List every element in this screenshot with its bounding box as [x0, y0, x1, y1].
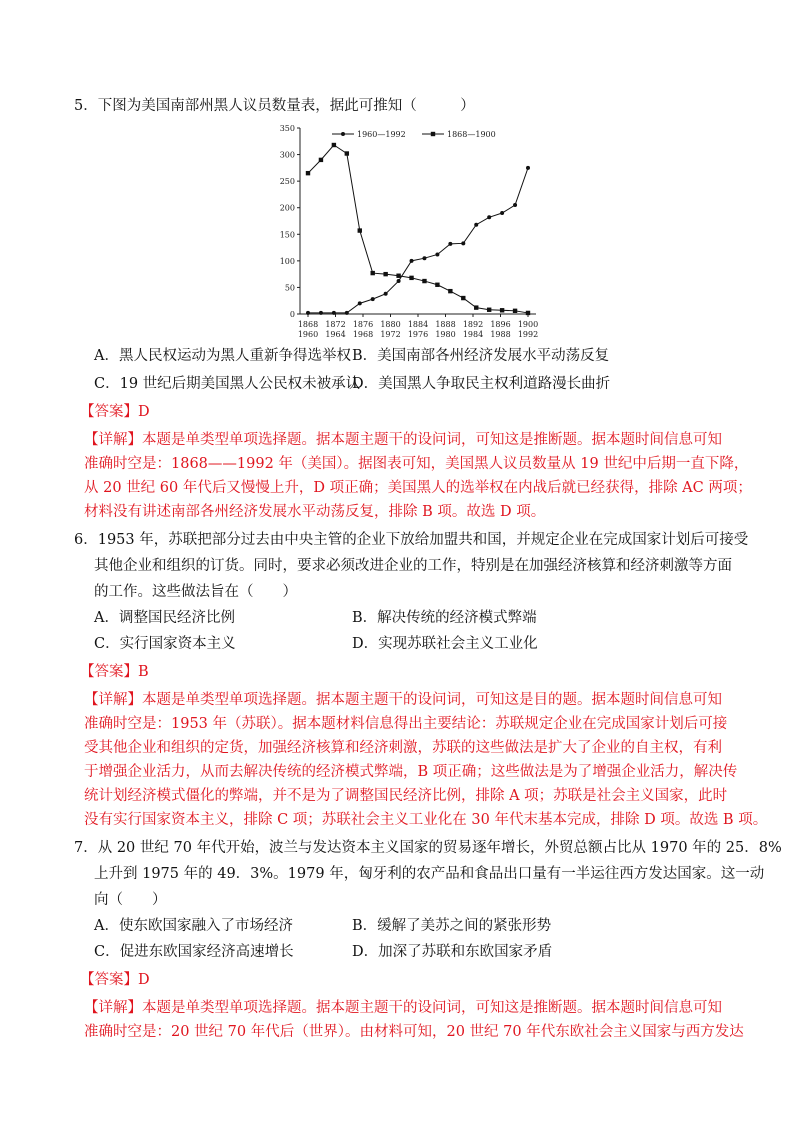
legend-marker-circle: [341, 132, 345, 136]
data-point-circle: [461, 241, 465, 245]
data-point-square: [345, 151, 349, 155]
q7-option-a[interactable]: A．使东欧国家融入了市场经济: [94, 918, 293, 934]
data-point-circle: [306, 311, 310, 315]
legend-marker-square: [431, 132, 435, 136]
legend-label: 1868—1900: [447, 130, 496, 139]
data-point-circle: [435, 252, 439, 256]
data-point-circle: [345, 311, 349, 315]
x-tick-label-bottom: 1988: [490, 330, 511, 339]
y-tick-label: 0: [289, 310, 295, 319]
q7-option-c[interactable]: C．促进东欧国家经济高速增长: [94, 944, 294, 960]
data-point-circle: [384, 292, 388, 296]
x-tick-label-bottom: 1960: [297, 330, 319, 339]
x-tick-label-top: 1872: [325, 320, 346, 329]
q5-stem: 5．下图为美国南部州黑人议员数量表，据此可推知（ ）: [74, 98, 475, 114]
x-tick-label-bottom: 1972: [380, 330, 401, 339]
x-tick-label-bottom: 1964: [325, 330, 346, 339]
x-tick-label-top: 1888: [435, 320, 456, 329]
data-point-square: [371, 271, 375, 275]
y-tick-label: 250: [279, 177, 295, 187]
y-tick-label: 300: [279, 150, 295, 160]
x-tick-label-top: 1880: [380, 320, 401, 329]
q6-answer: 【答案】B: [80, 664, 149, 680]
data-point-circle: [358, 301, 362, 305]
q5-answer: 【答案】D: [80, 404, 150, 420]
x-tick-label-top: 1896: [490, 320, 511, 329]
data-point-square: [396, 274, 400, 278]
q6-detail-line: 受其他企业和组织的定货，加强经济核算和经济刺激，苏联的这些做法是扩大了企业的自主权，有利: [84, 740, 722, 756]
data-point-square: [319, 158, 323, 162]
black-legislators-chart: [272, 118, 542, 350]
x-tick-label-top: 1892: [462, 320, 484, 329]
q6-detail-line: 于增强企业活力，从而去解决传统的经济模式弊端，B 项正确；这些做法是为了增强企业活力，解决传: [84, 764, 738, 780]
chart-series: [306, 143, 530, 315]
y-tick-label: 100: [279, 256, 295, 266]
x-tick-label-bottom: 1968: [352, 330, 374, 339]
data-point-circle: [410, 259, 414, 263]
x-tick-label-top: 1868: [297, 320, 319, 329]
q5-detail-line: 【详解】本题是单类型单项选择题。据本题主题干的设问词，可知这是推断题。据本题时间信息可知: [84, 432, 722, 448]
data-point-square: [474, 305, 478, 309]
data-point-circle: [422, 256, 426, 260]
q6-detail-line: 【详解】本题是单类型单项选择题。据本题主题干的设问词，可知这是目的题。据本题时间信息可知: [84, 692, 722, 708]
q5-option-a[interactable]: A．黑人民权运动为黑人重新争得选举权: [94, 348, 351, 364]
data-point-square: [306, 171, 310, 175]
data-point-circle: [513, 203, 517, 207]
data-point-square: [383, 272, 387, 276]
x-tick-label-top: 1900: [517, 320, 539, 329]
data-point-circle: [526, 166, 530, 170]
q6-detail-line: 统计划经济模式僵化的弊端，并不是为了调整国民经济比例，排除 A 项；苏联是社会主义国家，此时: [84, 788, 728, 804]
q5-option-d[interactable]: D．美国黑人争取民主权利道路漫长曲折: [352, 376, 611, 392]
data-point-square: [422, 279, 426, 283]
data-point-circle: [487, 215, 491, 219]
data-point-circle: [397, 279, 401, 283]
x-tick-label-bottom: 1984: [462, 330, 484, 339]
x-tick-label-top: 1884: [407, 320, 429, 329]
q7-detail-line: 准确时空是：20 世纪 70 年代后（世界）。由材料可知，20 世纪 70 年代东欧社会主义国家与西方发达: [84, 1024, 744, 1040]
q6-stem-line: 6．1953 年，苏联把部分过去由中央主管的企业下放给加盟共和国，并规定企业在完成国家计划后可接受: [74, 532, 749, 548]
x-tick-label-bottom: 1976: [407, 330, 429, 339]
y-tick-label: 350: [279, 124, 295, 133]
data-point-square: [409, 276, 413, 280]
q7-stem-line: 向（ ）: [94, 892, 167, 908]
x-tick-label-top: 1876: [352, 320, 374, 329]
y-tick-label: 150: [279, 230, 295, 240]
q6-option-c[interactable]: C．实行国家资本主义: [94, 636, 236, 652]
data-point-square: [513, 309, 517, 313]
q5-option-b[interactable]: B．美国南部各州经济发展水平动荡反复: [352, 348, 610, 364]
q7-answer: 【答案】D: [80, 972, 150, 988]
data-point-square: [487, 308, 491, 312]
q5-option-c[interactable]: C．19 世纪后期美国黑人公民权未被承认: [94, 376, 361, 392]
q7-option-d[interactable]: D．加深了苏联和东欧国家矛盾: [352, 944, 553, 960]
data-point-square: [358, 228, 362, 232]
data-point-circle: [332, 311, 336, 315]
q6-detail-line: 准确时空是：1953 年（苏联）。据本题材料信息得出主要结论：苏联规定企业在完成国家计划后可接: [84, 716, 728, 732]
q5-detail-line: 准确时空是：1868——1992 年（美国）。据图表可知，美国黑人议员数量从 19 世纪中后期一直下降，: [84, 456, 749, 472]
q5-detail-line: 材料没有讲述南部各州经济发展水平动荡反复，排除 B 项。故选 D 项。: [84, 504, 546, 520]
data-point-circle: [371, 297, 375, 301]
q5-detail-line: 从 20 世纪 60 年代后又慢慢上升，D 项正确；美国黑人的选举权在内战后就已经获得，排除 AC 两项；: [84, 480, 752, 496]
q6-option-b[interactable]: B．解决传统的经济模式弊端: [352, 610, 537, 626]
chart-legend: [332, 130, 496, 139]
q7-stem-line: 7．从 20 世纪 70 年代开始，波兰与发达资本主义国家的贸易逐年增长，外贸总额占比从 1970 年的 25．8%: [74, 840, 782, 856]
data-point-square: [526, 311, 530, 315]
chart-y-ticks: [280, 124, 300, 319]
y-tick-label: 200: [279, 203, 295, 213]
q7-stem-line: 上升到 1975 年的 49．3%。1979 年，匈牙利的农产品和食品出口量有一半运往西方发达国家。这一动: [94, 866, 765, 882]
q6-stem-line: 其他企业和组织的订货。同时，要求必须改进企业的工作，特别是在加强经济核算和经济刺激等方面: [94, 558, 732, 574]
legend-label: 1960—1992: [357, 130, 406, 139]
chart-x-ticks: [298, 314, 538, 339]
series-line-2: [308, 145, 528, 313]
q6-option-a[interactable]: A．调整国民经济比例: [94, 610, 235, 626]
data-point-square: [435, 283, 439, 287]
chart-axes: [300, 128, 536, 314]
series-line-1: [308, 168, 528, 313]
x-tick-label-bottom: 1980: [435, 330, 456, 339]
data-point-square: [461, 296, 465, 300]
x-tick-label-bottom: 1992: [517, 330, 539, 339]
y-tick-label: 50: [284, 283, 295, 293]
q6-option-d[interactable]: D．实现苏联社会主义工业化: [352, 636, 538, 652]
data-point-circle: [474, 223, 478, 227]
data-point-square: [500, 308, 504, 312]
data-point-square: [448, 289, 452, 293]
q6-detail-line: 没有实行国家资本主义，排除 C 项；苏联社会主义工业化在 30 年代末基本完成，排除 D 项。故选 B 项。: [84, 812, 768, 828]
data-point-circle: [448, 242, 452, 246]
q7-detail-line: 【详解】本题是单类型单项选择题。据本题主题干的设问词，可知这是推断题。据本题时间信息可知: [84, 1000, 722, 1016]
q6-stem-line: 的工作。这些做法旨在（ ）: [94, 584, 297, 600]
data-point-circle: [500, 211, 504, 215]
data-point-circle: [319, 311, 323, 315]
q7-option-b[interactable]: B．缓解了美苏之间的紧张形势: [352, 918, 552, 934]
data-point-square: [332, 143, 336, 147]
